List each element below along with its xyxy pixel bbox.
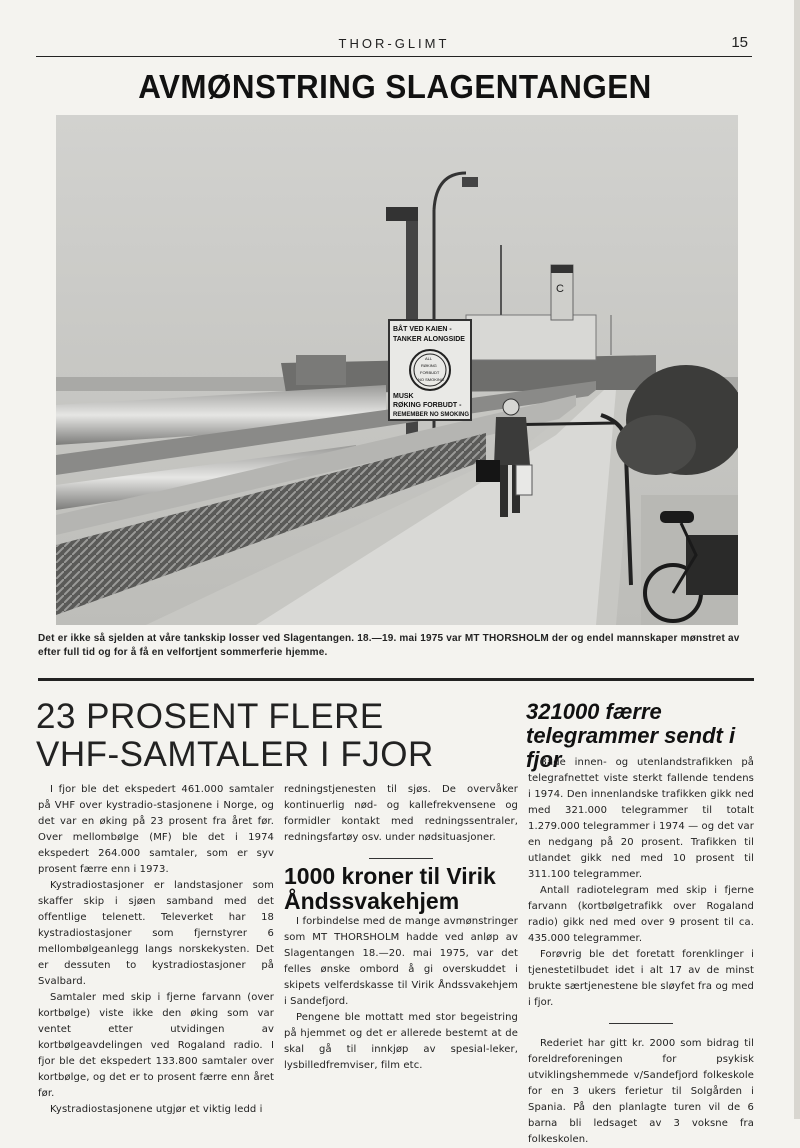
article1-title bbox=[36, 698, 516, 774]
article1-paragraph: Samtaler med skip i fjerne farvann (over kortbølge) viste ikke den øking som var ventet etter utvidingen av kortbølgeavdelingen ved Rogaland radio. I fjor ble det ekspedert 133.800 samtaler over kortbølge, og det er to prosent færre enn året før. bbox=[38, 992, 274, 1099]
article4-paragraph: Rederiet har gitt kr. 2000 som bidrag til foreldreforeningen for psykisk utviklingshemmede v/Sandefjord folkeskole for en 3 ukers ferietur til Solgården i Spania. På den planlagte turen vil de 6 barna bli ledsaget av 3 voksne fra folkeskolen. bbox=[528, 1038, 754, 1145]
short-divider bbox=[369, 858, 433, 859]
short-divider bbox=[609, 1023, 673, 1024]
article1-paragraph: I fjor ble det ekspedert 461.000 samtaler på VHF over kystradio-stasjonene i Norge, og det var en øking på 23 prosent fra året før. Over mellombølge (MF) ble det i 1974 ekspedert 264.000 samtaler, som er syv prosent færre enn i 1973. bbox=[38, 784, 274, 875]
sign-line-3: MUSK bbox=[393, 393, 414, 400]
sign-circle-4: NO SMOKING bbox=[418, 377, 445, 382]
magazine-title: THOR-GLIMT bbox=[338, 36, 450, 51]
sign-line-4: RØKING FORBUDT - bbox=[393, 402, 462, 409]
sign-line-2: TANKER ALONGSIDE bbox=[393, 336, 465, 343]
article1-column1 bbox=[38, 782, 274, 1118]
article2-paragraph: I forbindelse med de mange avmønstringer som MT THORSHOLM hadde ved anløp av Slagentangen 18.—20. mai 1975, var det felles ønske ombord å gi overskuddet i skipets velferdskasse til Virik Åndssvakehjem i Sandefjord. bbox=[284, 916, 518, 1007]
article2-body bbox=[284, 914, 518, 1074]
page-number: 15 bbox=[731, 34, 748, 51]
sign-circle-3: FORBUDT bbox=[420, 370, 440, 375]
page-headline: AVMØNSTRING SLAGENTANGEN bbox=[138, 68, 652, 105]
article3-paragraph: Forøvrig ble det foretatt forenklinger i tjenestetilbudet idet i alt 17 av de minst brukte særtjenestene ble sløyfet fra og med i fjor. bbox=[528, 949, 754, 1008]
article3-paragraph: Antall radiotelegram med skip i fjerne farvann (kortbølgetrafikk over Rogaland radio) gikk ned med over 9 prosent til ca. 435.000 telegrammer. bbox=[528, 885, 754, 944]
article3-body bbox=[528, 755, 754, 1148]
sign-circle-2: RØKING bbox=[421, 363, 437, 368]
article1-column2 bbox=[284, 782, 518, 871]
article1-title-line1: 23 PROSENT FLERE bbox=[36, 697, 384, 736]
photo-tanker-pier bbox=[56, 115, 738, 625]
article3-paragraph: Både innen- og utenlandstrafikken på telegrafnettet viste sterkt fallende tendens i 1974. Den innenlandske trafikken gikk ned med 321.000 telegrammer til totalt 1.279.000 telegrammer i 1974 — og det var en nedgang på 20 prosent. Trafikken til utlandet gikk ned med 10 prosent til 311.100 telegrammer. bbox=[528, 757, 754, 880]
article1-title-line2: VHF-SAMTALER I FJOR bbox=[36, 735, 434, 774]
article1-paragraph: Kystradiostasjonene utgjør et viktig ledd i bbox=[50, 1104, 263, 1115]
sign-line-5: REMEMBER NO SMOKING bbox=[393, 412, 470, 418]
section-divider bbox=[38, 678, 754, 681]
article3-title: 321000 færre telegrammer sendt i fjor bbox=[526, 699, 736, 772]
funnel-mark: C bbox=[556, 283, 564, 295]
article1-continuation: redningstjenesten til sjøs. De overvåker kontinuerlig nød- og kallefrekvensene og formidler kontakt med redningssentraler, redningsfartøy osv. under nødsituasjoner. bbox=[284, 784, 518, 843]
photo-caption: Det er ikke så sjelden at våre tankskip losser ved Slagentangen. 18.—19. mai 1975 var MT THORSHOLM der og endel mannskaper mønstret av efter full tid og for å få en velfortjent sommerferie hjemme. bbox=[38, 633, 740, 658]
article2-paragraph: Pengene ble mottatt med stor begeistring på hjemmet og det er allerede bestemt at de skal gå til innkjøp av spesial-leker, lysbilledfremviser, film etc. bbox=[284, 1012, 518, 1071]
photo-illustration bbox=[56, 115, 738, 625]
page-edge bbox=[794, 0, 800, 1119]
running-header bbox=[36, 36, 752, 57]
article1-paragraph: Kystradiostasjoner er landstasjoner som skaffer skip i sjøen samband med det offentlige telenett. Televerket har 18 kystradiostasjoner som fjernstyrer 6 mellombølgeanlegg langs norskekysten. Det er dessuten to kystradiostasjoner på Svalbard. bbox=[38, 880, 274, 987]
sign-circle-1: ALL bbox=[425, 356, 433, 361]
sign-line-1: BÅT VED KAIEN - bbox=[393, 326, 452, 333]
article2-title: 1000 kroner til Virik Åndssvakehjem bbox=[284, 863, 496, 914]
